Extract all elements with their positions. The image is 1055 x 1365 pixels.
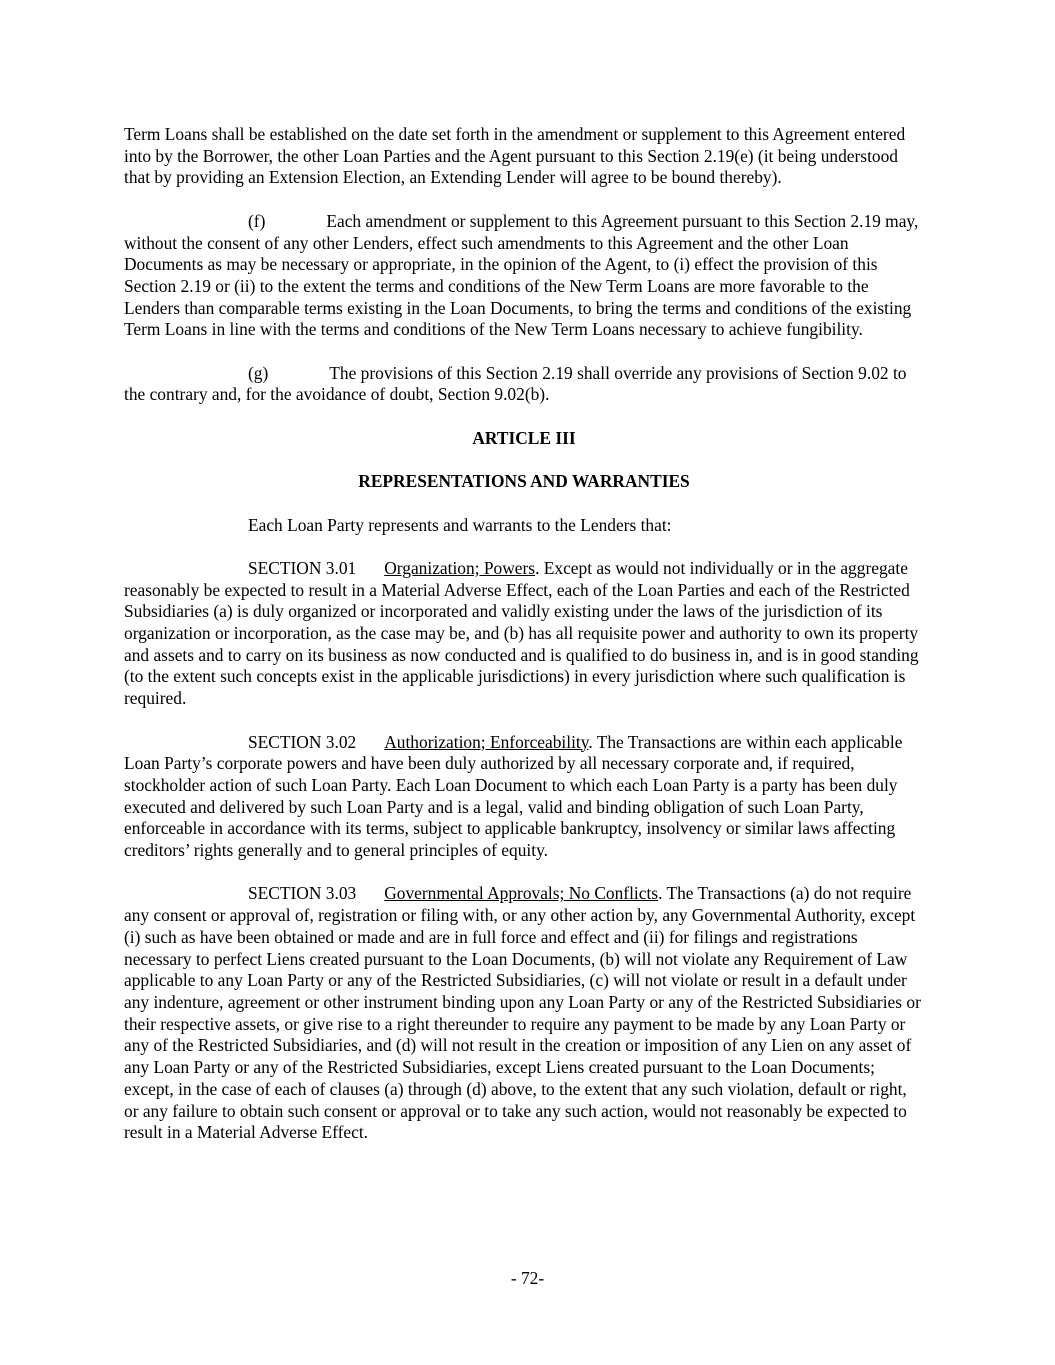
section-3-01 bbox=[124, 558, 924, 710]
article-title: REPRESENTATIONS AND WARRANTIES bbox=[358, 471, 690, 492]
clause-label-g: (g) bbox=[248, 362, 269, 383]
clause-text-f: Each amendment or supplement to this Agreement pursuant to this Section 2.19 may, without the consent of any other Lenders, effect such amendments to this Agreement and the other Loan Documents as may be necessary or appropriate, in the opinion of the Agent, to (i) effect the provision of this Section 2.19 or (ii) to the extent the terms and conditions of the New Term Loans are more favorable to the Lenders than comparable terms existing in the Loan Documents, to bring the terms and conditions of the existing Term Loans in line with the terms and conditions of the New Term Loans necessary to achieve fungibility. bbox=[124, 210, 919, 340]
paragraph-f bbox=[124, 211, 924, 341]
section-number: SECTION 3.03 bbox=[248, 883, 357, 904]
section-number: SECTION 3.02 bbox=[248, 731, 357, 752]
section-title: Organization; Powers bbox=[384, 557, 536, 578]
section-3-03 bbox=[124, 883, 924, 1143]
section-number: SECTION 3.01 bbox=[248, 557, 357, 578]
section-title: Authorization; Enforceability bbox=[384, 731, 589, 752]
clause-text-g: The provisions of this Section 2.19 shall override any provisions of Section 9.02 to the contrary and, for the avoidance of doubt, Section 9.02(b). bbox=[124, 362, 907, 405]
paragraph-g bbox=[124, 363, 924, 406]
section-text: . The Transactions (a) do not require any consent or approval of, registration or filing with, or any other action by, any Governmental Authority, except (i) such as have been obtained or made and are in full force and effect and (ii) for filings and registrations necessary to perfect Liens created pursuant to the Loan Documents, (b) will not violate any Requirement of Law applicable to any Loan Party or any of the Restricted Subsidiaries, (c) will not violate or result in a default under any indenture, agreement or other instrument binding upon any Loan Party or any of the Restricted Subsidiaries or their respective assets, or give rise to a right thereunder to require any payment to be made by any Loan Party or any of the Restricted Subsidiaries, and (d) will not result in the creation or imposition of any Lien on any asset of any Loan Party or any of the Restricted Subsidiaries, except Liens created pursuant to the Loan Documents; except, in the case of each of clauses (a) through (d) above, to the extent that any such violation, default or right, or any failure to obtain such consent or approval or to take any such action, would not reasonably be expected to result in a Material Adverse Effect. bbox=[124, 883, 921, 1143]
article-number: ARTICLE III bbox=[472, 427, 576, 448]
article-intro bbox=[124, 515, 924, 537]
page-number: - 72- bbox=[510, 1268, 545, 1288]
section-title: Governmental Approvals; No Conflicts bbox=[384, 883, 659, 904]
section-text: . Except as would not individually or in the aggregate reasonably be expected to result in a Material Adverse Effect, each of the Loan Parties and each of the Restricted Subsidiaries (a) is duly organized or incorporated and validly existing under the laws of the jurisdiction of its organization or incorporation, as the case may be, and (b) has all requisite power and authority to own its property and assets and to carry on its business as now conducted and is qualified to do business in, and is in good standing (to the extent such concepts exist in the applicable jurisdictions) in every jurisdiction where such qualification is required. bbox=[124, 557, 919, 709]
article-intro-text: Each Loan Party represents and warrants to the Lenders that: bbox=[248, 514, 672, 535]
section-3-02 bbox=[124, 732, 924, 862]
section-text: . The Transactions are within each applicable Loan Party’s corporate powers and have been duly authorized by all necessary corporate and, if required, stockholder action of such Loan Party. Each Loan Document to which each Loan Party is a party has been duly executed and delivered by such Loan Party and is a legal, valid and binding obligation of such Loan Party, enforceable in accordance with its terms, subject to applicable bankruptcy, insolvency or similar laws affecting creditors’ rights generally and to general principles of equity. bbox=[124, 731, 903, 861]
document-page bbox=[124, 124, 924, 1166]
paragraph-continuation bbox=[124, 124, 924, 189]
paragraph-continuation-text: Term Loans shall be established on the date set forth in the amendment or supplement to this Agreement entered into by the Borrower, the other Loan Parties and the Agent pursuant to this Section 2.19(e) (it being understood that by providing an Extension Election, an Extending Lender will agree to be bound thereby). bbox=[124, 124, 906, 188]
clause-label-f: (f) bbox=[248, 210, 266, 231]
